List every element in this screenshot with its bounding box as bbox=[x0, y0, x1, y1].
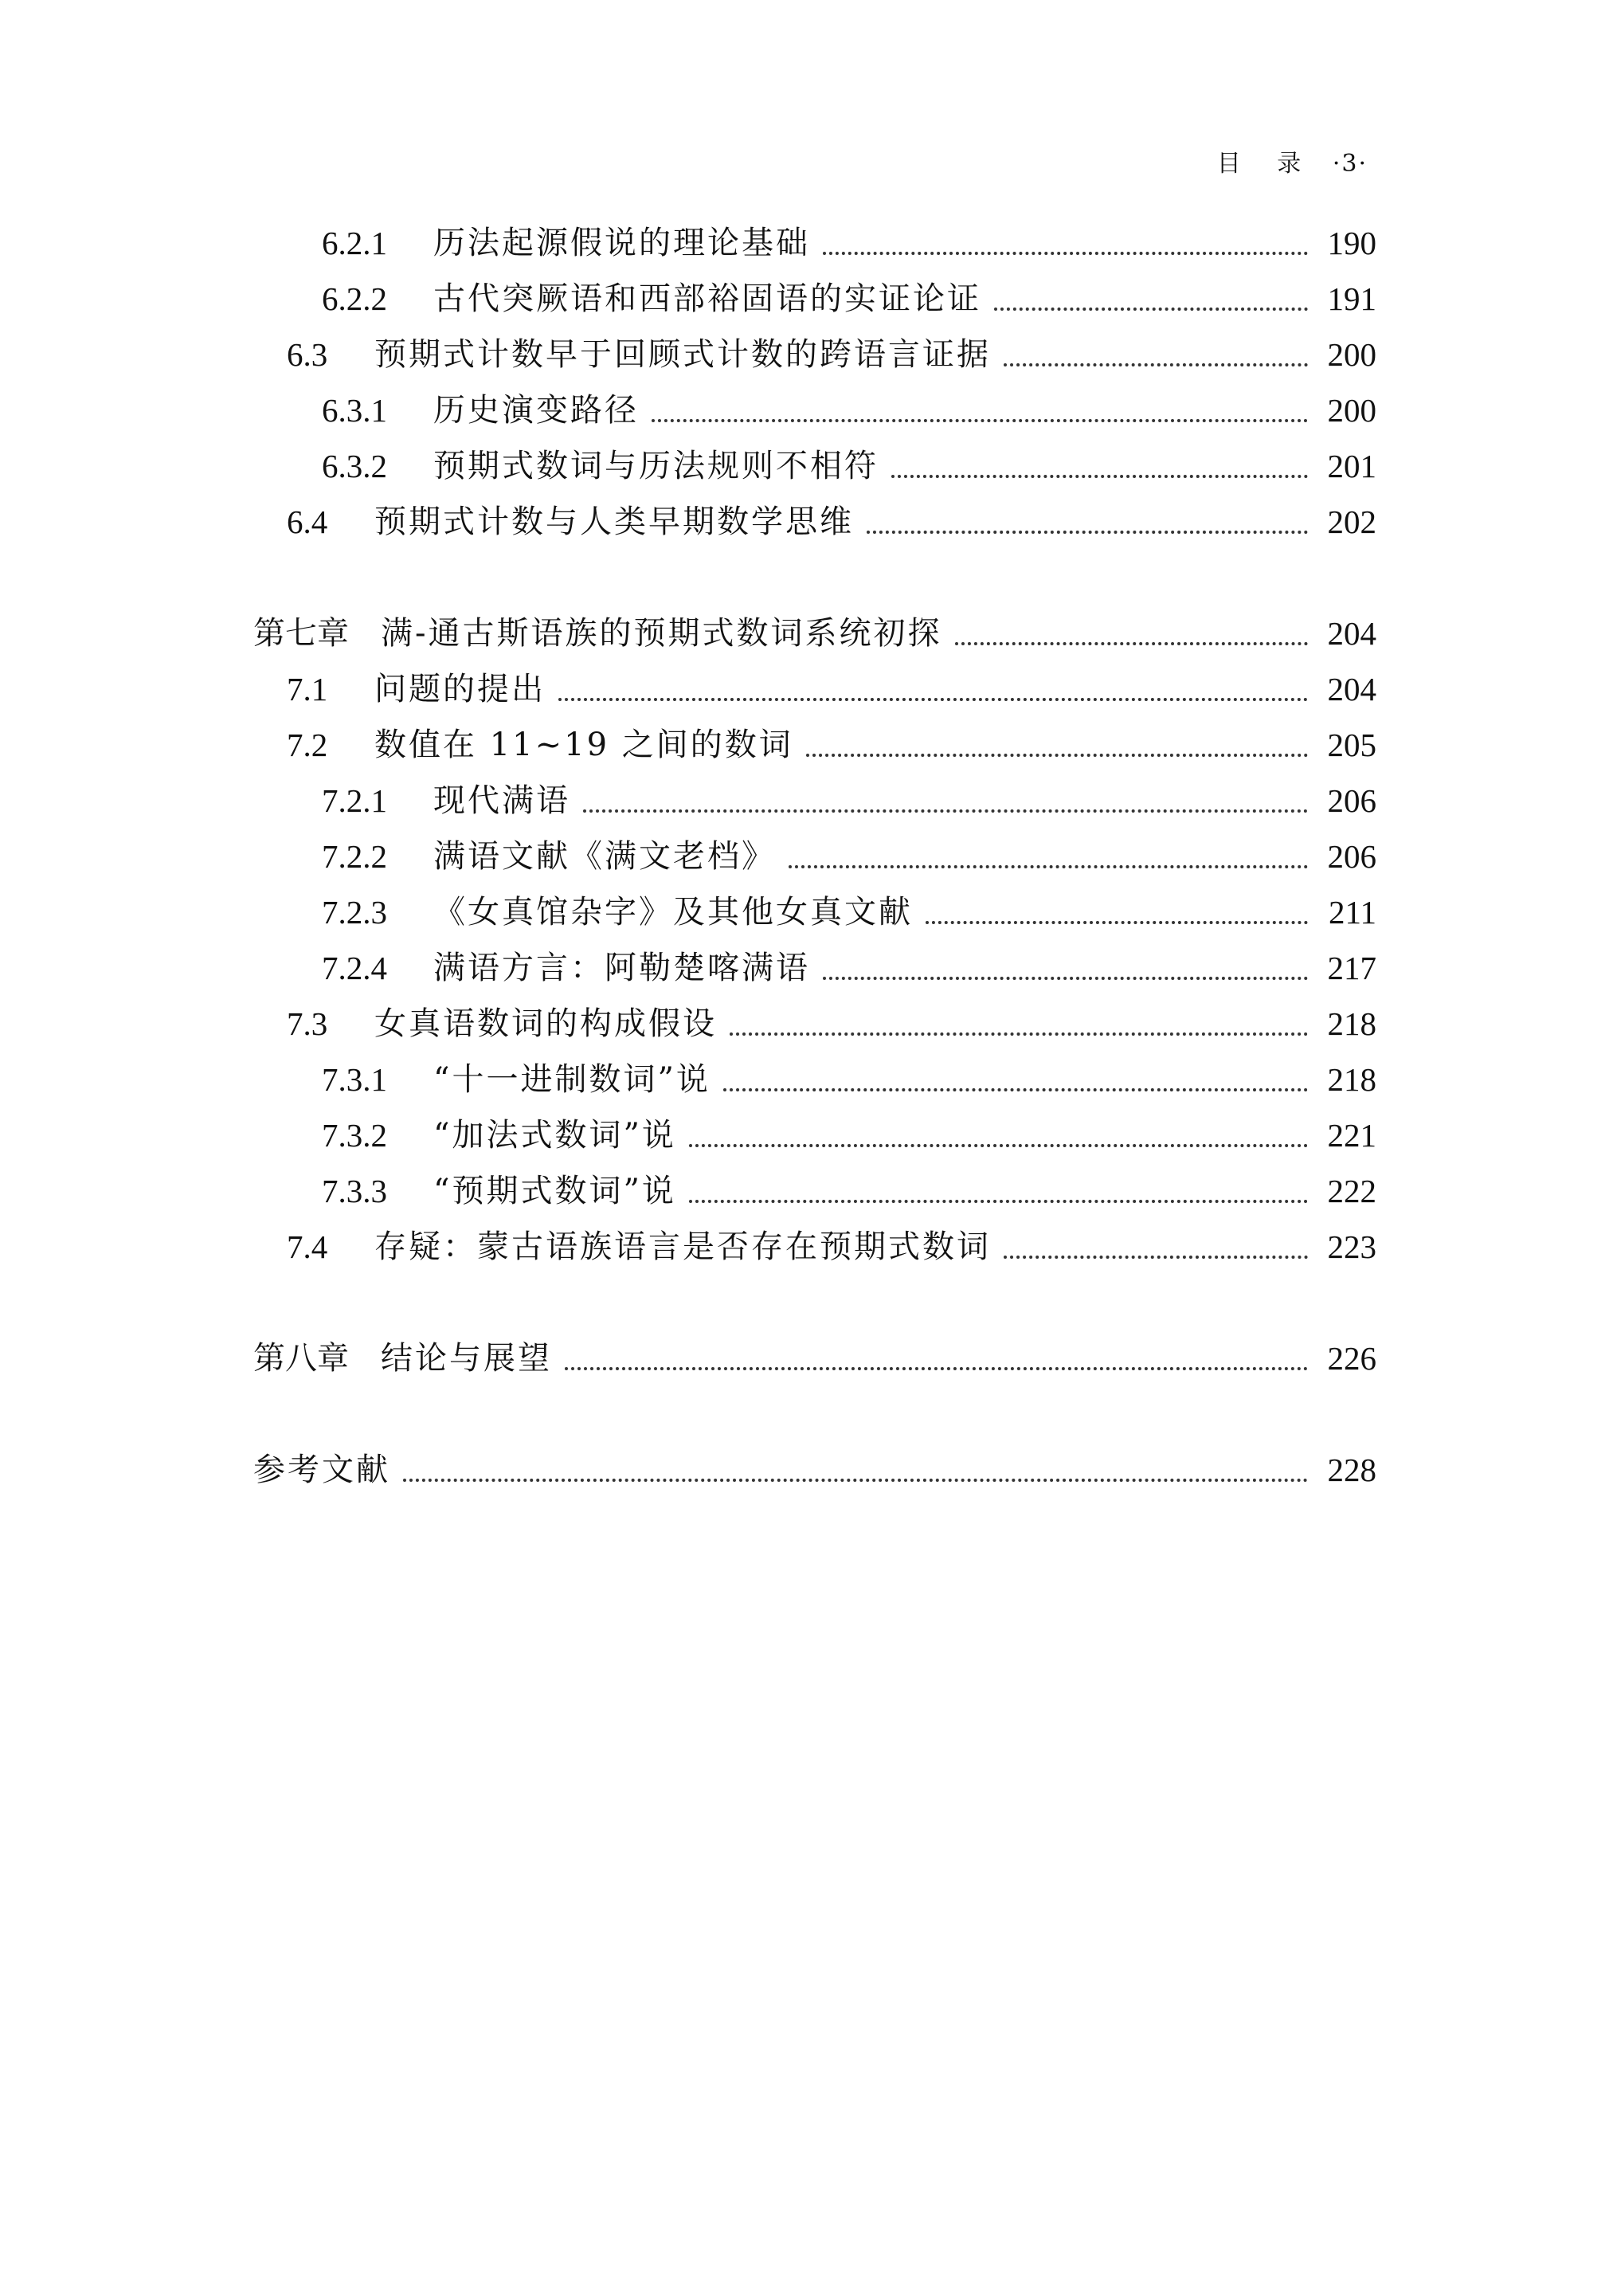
toc-entry bbox=[322, 279, 1376, 319]
toc-entry-number: 6.2.2 bbox=[322, 280, 387, 317]
toc-chapter-entry bbox=[253, 1338, 1376, 1378]
dot-leader bbox=[891, 475, 1308, 478]
toc-entry-page: 228 bbox=[1327, 1452, 1376, 1488]
dot-leader bbox=[403, 1479, 1308, 1482]
dot-leader bbox=[583, 809, 1308, 813]
toc-entry-page: 205 bbox=[1327, 727, 1376, 763]
toc-entry-page: 226 bbox=[1327, 1340, 1376, 1377]
toc-entry-page: 201 bbox=[1327, 448, 1376, 484]
dot-leader bbox=[1004, 1256, 1308, 1259]
toc-entry-page: 217 bbox=[1327, 950, 1376, 986]
toc-entry-number: 6.3.1 bbox=[322, 392, 387, 429]
dot-leader bbox=[558, 698, 1308, 701]
toc-entry-number: 7.3 bbox=[287, 1005, 328, 1042]
toc-references-entry bbox=[253, 1450, 1376, 1490]
dot-leader bbox=[823, 977, 1308, 980]
toc-entry bbox=[322, 781, 1376, 821]
dot-leader bbox=[565, 1367, 1308, 1370]
toc-entry-title: 数值在 11~19 之间的数词 bbox=[374, 727, 793, 763]
toc-entry bbox=[322, 892, 1376, 932]
toc-chapter-entry bbox=[253, 613, 1376, 653]
toc-entry-title: 历史演变路径 bbox=[433, 392, 639, 429]
header-title: 目 录 bbox=[1216, 150, 1316, 178]
dot-leader bbox=[689, 1200, 1308, 1203]
toc-entry-page: 218 bbox=[1327, 1005, 1376, 1042]
toc-entry-number: 7.3.1 bbox=[322, 1061, 387, 1098]
toc-entry bbox=[322, 1171, 1376, 1211]
dot-leader bbox=[867, 531, 1308, 534]
dot-leader bbox=[1004, 363, 1308, 366]
toc-entry-number: 7.2.2 bbox=[322, 838, 387, 875]
dot-leader bbox=[806, 754, 1308, 757]
toc-entry-number: 7.4 bbox=[287, 1228, 328, 1265]
toc-entry bbox=[287, 669, 1376, 709]
toc-entry-title: 问题的提出 bbox=[374, 671, 546, 707]
toc-chapter-number: 第八章 bbox=[253, 1340, 349, 1377]
toc-entry bbox=[322, 390, 1376, 430]
toc-entry-title: 历法起源假说的理论基础 bbox=[433, 225, 810, 261]
toc-entry-page: 190 bbox=[1327, 225, 1376, 261]
toc-entry-number: 7.3.2 bbox=[322, 1117, 387, 1154]
dot-leader bbox=[730, 1032, 1308, 1036]
toc-entry-page: 204 bbox=[1327, 671, 1376, 707]
toc-entry-title: “十一进制数词”说 bbox=[433, 1061, 711, 1098]
toc-entry bbox=[322, 223, 1376, 263]
toc-entry-title: 预期式数词与历法规则不相符 bbox=[433, 448, 879, 484]
dot-leader bbox=[926, 921, 1308, 924]
dot-leader bbox=[994, 308, 1308, 311]
toc-entry bbox=[287, 1227, 1376, 1267]
toc-entry-title: “预期式数词”说 bbox=[433, 1173, 676, 1209]
toc-entry bbox=[287, 335, 1376, 374]
toc-entry-page: 206 bbox=[1327, 838, 1376, 875]
toc-entry-title: 古代突厥语和西部裕固语的实证论证 bbox=[433, 280, 981, 317]
toc-entry-title: 满语文献《满文老档》 bbox=[433, 838, 776, 875]
toc-entry-number: 7.1 bbox=[287, 671, 328, 707]
toc-entry-title: “加法式数词”说 bbox=[433, 1117, 676, 1154]
toc-entry-title: 参考文献 bbox=[253, 1452, 390, 1488]
dot-leader bbox=[789, 865, 1308, 868]
toc-entry-title: 满语方言：阿勒楚喀满语 bbox=[433, 950, 810, 986]
header-page-number: ·3· bbox=[1332, 150, 1368, 178]
toc-entry-number: 7.2 bbox=[287, 727, 328, 763]
toc-entry-number: 6.4 bbox=[287, 503, 328, 540]
toc-entry bbox=[322, 837, 1376, 876]
toc-entry-page: 202 bbox=[1327, 503, 1376, 540]
toc-entry bbox=[322, 948, 1376, 988]
toc-entry-number: 7.2.1 bbox=[322, 782, 387, 819]
toc-entry-page: 218 bbox=[1327, 1061, 1376, 1098]
toc-entry-title: 预期式计数早于回顾式计数的跨语言证据 bbox=[374, 336, 991, 373]
dot-leader bbox=[723, 1088, 1308, 1091]
toc-entry-page: 191 bbox=[1327, 280, 1376, 317]
toc-entry-number: 7.2.4 bbox=[322, 950, 387, 986]
toc-entry bbox=[287, 725, 1376, 765]
toc-entry bbox=[287, 502, 1376, 542]
toc-entry bbox=[322, 446, 1376, 486]
toc-entry-number: 6.3.2 bbox=[322, 448, 387, 484]
toc-entry-page: 222 bbox=[1327, 1173, 1376, 1209]
toc-entry-page: 223 bbox=[1327, 1228, 1376, 1265]
toc-entry-number: 6.3 bbox=[287, 336, 328, 373]
toc-entry-title: 现代满语 bbox=[433, 782, 570, 819]
toc-entry-page: 206 bbox=[1327, 782, 1376, 819]
toc-entry bbox=[322, 1060, 1376, 1099]
toc-entry-page: 200 bbox=[1327, 392, 1376, 429]
toc-entry-page: 200 bbox=[1327, 336, 1376, 373]
toc-entry-title: 结论与展望 bbox=[381, 1340, 552, 1377]
toc-entry bbox=[287, 1004, 1376, 1044]
toc-entry bbox=[322, 1115, 1376, 1155]
toc-entry-title: 《女真馆杂字》及其他女真文献 bbox=[433, 894, 913, 931]
toc-entry-page: 221 bbox=[1327, 1117, 1376, 1154]
dot-leader bbox=[689, 1144, 1308, 1147]
toc-entry-title: 预期式计数与人类早期数学思维 bbox=[374, 503, 854, 540]
toc-entry-page: 204 bbox=[1327, 615, 1376, 652]
dot-leader bbox=[955, 642, 1308, 645]
toc-entry-title: 女真语数词的构成假设 bbox=[374, 1005, 717, 1042]
toc-entry-number: 7.3.3 bbox=[322, 1173, 387, 1209]
toc-chapter-number: 第七章 bbox=[253, 615, 349, 652]
toc-entry-number: 6.2.1 bbox=[322, 225, 387, 261]
toc-entry-number: 7.2.3 bbox=[322, 894, 387, 931]
dot-leader bbox=[652, 419, 1308, 422]
toc-entry-title: 存疑：蒙古语族语言是否存在预期式数词 bbox=[374, 1228, 991, 1265]
toc-entry-page: 211 bbox=[1329, 894, 1376, 931]
dot-leader bbox=[823, 252, 1308, 255]
toc-entry-title: 满-通古斯语族的预期式数词系统初探 bbox=[381, 615, 942, 652]
